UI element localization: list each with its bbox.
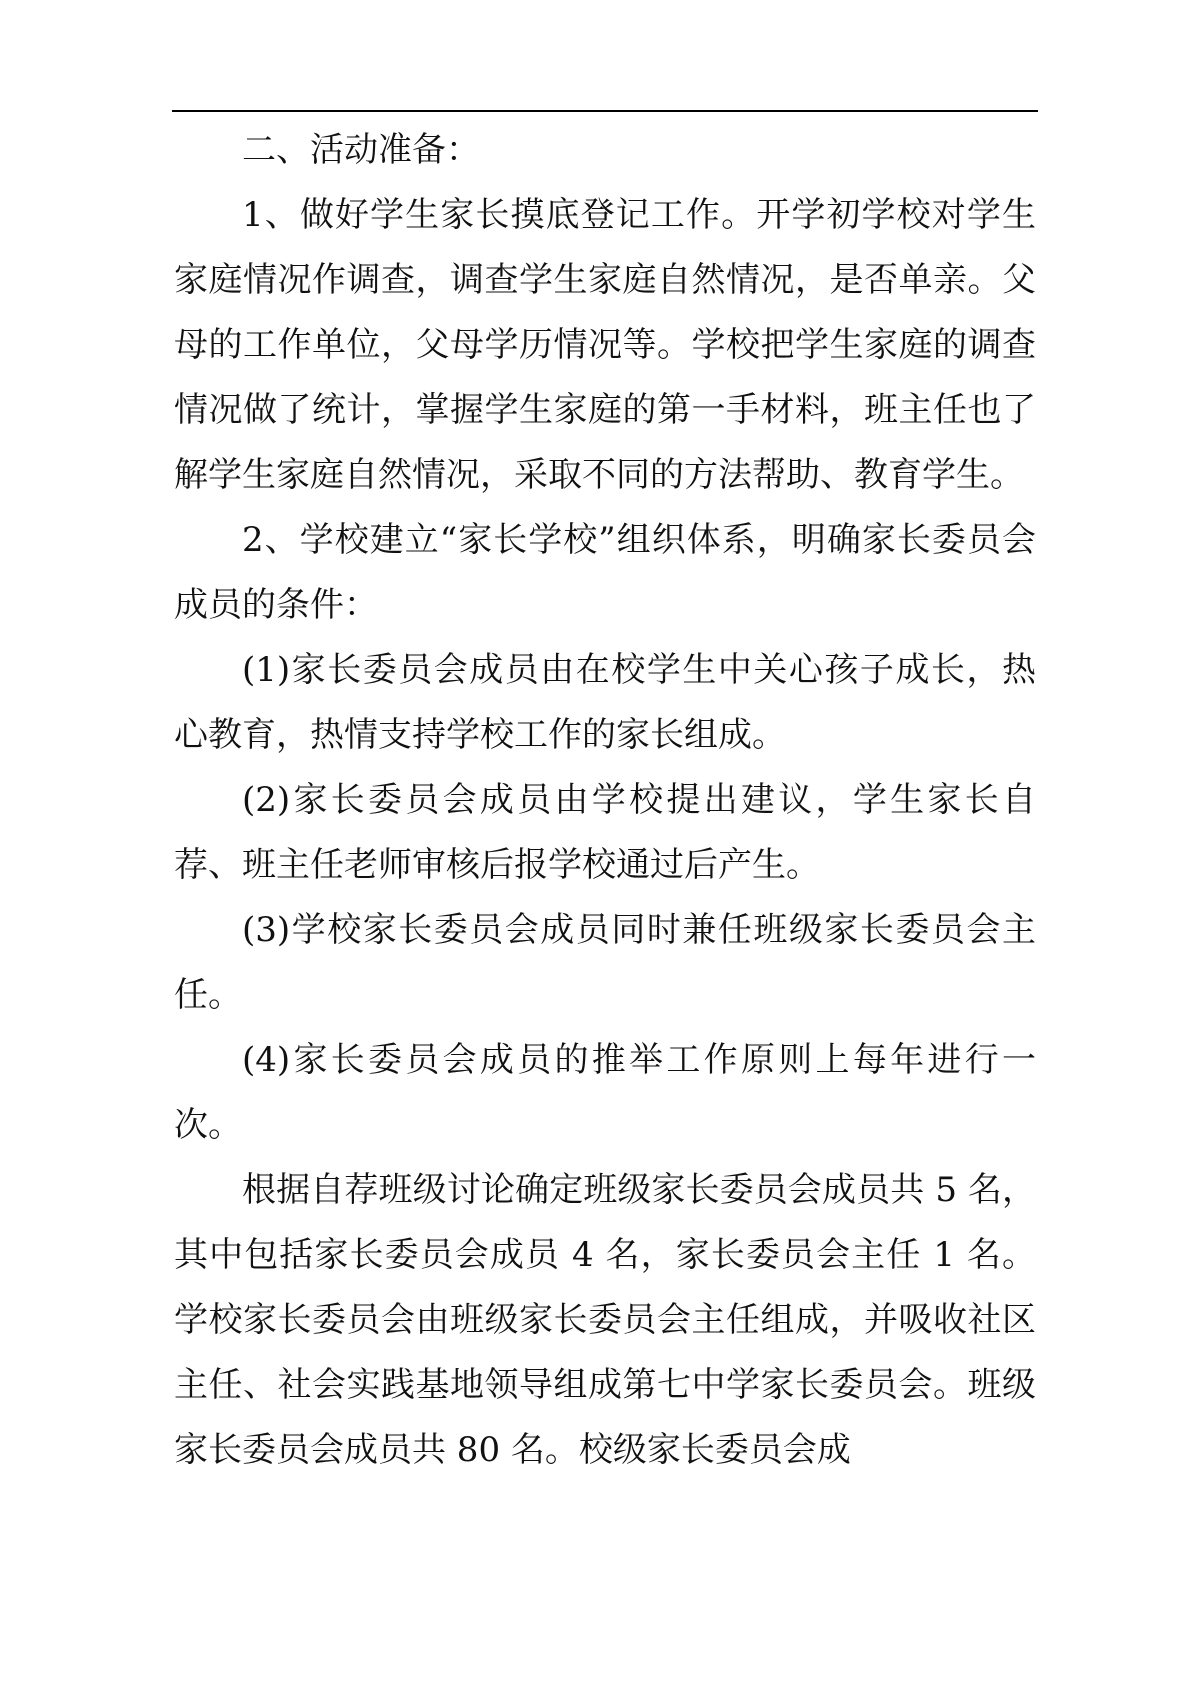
condition-4: (4)家长委员会成员的推举工作原则上每年进行一次。 [174, 1040, 1036, 1145]
condition-2: (2)家长委员会成员由学校提出建议，学生家长自荐、班主任老师审核后报学校通过后产生。 [174, 780, 1036, 885]
paragraph-item-2: 2、学校建立“家长学校”组织体系，明确家长委员会成员的条件： [174, 520, 1036, 625]
committee-summary-paragraph: 根据自荐班级讨论确定班级家长委员会成员共 5 名，其中包括家长委员会成员 4 名，家长委员会主任 1 名。学校家长委员会由班级家长委员会主任组成，并吸收社区主任、社会实践基地领导组成第七中学家长委员会。班级家长委员会成员共 80 名。校级家长委员会成 [174, 1170, 1036, 1470]
condition-3: (3)学校家长委员会成员同时兼任班级家长委员会主任。 [174, 910, 1036, 1015]
section-heading: 二、活动准备： [242, 130, 480, 170]
header-rule [172, 110, 1038, 112]
condition-1: (1)家长委员会成员由在校学生中关心孩子成长，热心教育，热情支持学校工作的家长组成。 [174, 650, 1036, 755]
document-body [174, 118, 1036, 1483]
paragraph-item-1: 1、做好学生家长摸底登记工作。开学初学校对学生家庭情况作调查，调查学生家庭自然情况，是否单亲。父母的工作单位，父母学历情况等。学校把学生家庭的调查情况做了统计，掌握学生家庭的第一手材料，班主任也了解学生家庭自然情况，采取不同的方法帮助、教育学生。 [174, 195, 1036, 495]
